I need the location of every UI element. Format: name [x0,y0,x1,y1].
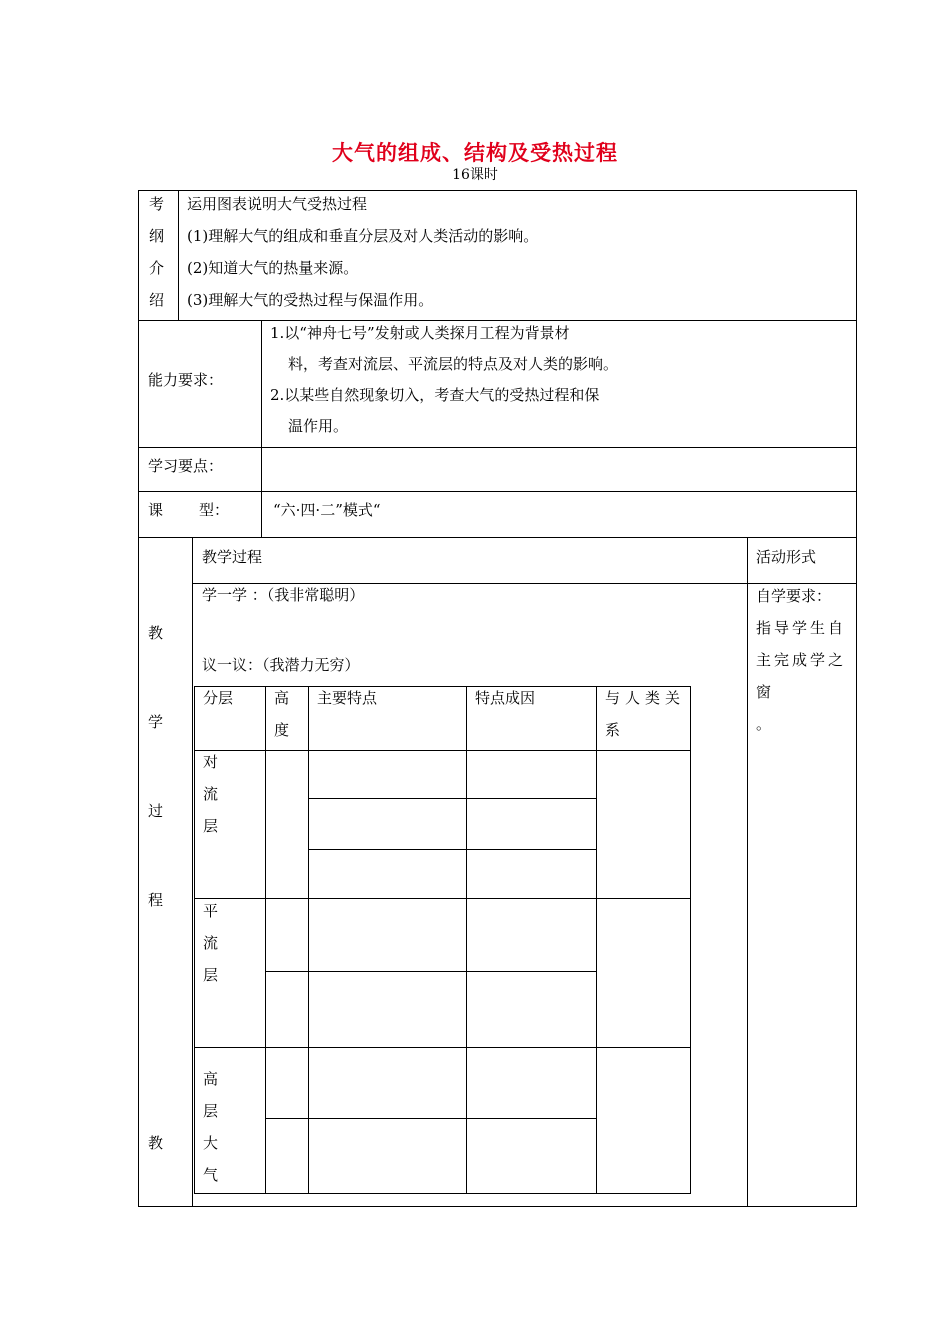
layer-3-char-3: 大 [203,1134,219,1152]
kaogang-label-4: 绍 [149,291,165,309]
process-side-1: 教 [148,624,164,642]
kaogang-line-3: (2)知道大气的热量来源。 [187,259,359,277]
activity-line-4: 窗 [756,683,772,701]
activity-line-2: 指导学生自 [756,619,847,637]
nengli-line-2: 料，考查对流层、平流层的特点及对人类的影响。 [288,355,619,373]
page-title: 大气的组成、结构及受热过程 [332,140,618,165]
layer-2-char-3: 层 [203,966,219,984]
process-header-left: 教学过程 [202,548,263,566]
xuexi-label: 学习要点： [148,457,224,475]
kaogang-line-1: 运用图表说明大气受热过程 [187,195,368,213]
inner-header-relation-b: 系 [605,721,621,739]
inner-header-feature: 主要特点 [317,689,378,707]
kaogang-label-1: 考 [149,195,165,213]
kexing-label-b: 型： [199,501,230,519]
layer-2-char-1: 平 [203,902,219,920]
process-side-4: 程 [148,891,164,909]
nengli-line-1: 1.以“神舟七号”发射或人类探月工程为背景材 [270,324,570,342]
nengli-line-3: 2.以某些自然现象切入，考查大气的受热过程和保 [270,386,600,404]
kexing-label-a: 课 [148,501,164,519]
layer-1-char-2: 流 [203,785,219,803]
activity-line-5: 。 [756,715,772,733]
layer-1-char-3: 层 [203,817,219,835]
kaogang-line-2: (1)理解大气的组成和垂直分层及对人类活动的影响。 [187,227,539,245]
layer-3-char-4: 气 [203,1166,219,1184]
page-subtitle: 16课时 [452,167,498,183]
kaogang-label-3: 介 [149,259,165,277]
activity-line-1: 自学要求： [756,587,832,605]
nengli-label: 能力要求： [148,371,224,389]
kexing-value: “六·四·二”模式“ [273,501,381,519]
process-header-right: 活动形式 [756,548,817,566]
kaogang-line-4: (3)理解大气的受热过程与保温作用。 [187,291,434,309]
yi-yi-yi: 议一议：（我潜力无穷） [202,656,360,674]
nengli-line-4: 温作用。 [288,417,349,435]
process-side-5: 教 [148,1134,164,1152]
inner-header-height-a: 高 [274,689,290,707]
process-side-3: 过 [148,802,164,820]
inner-header-layer: 分层 [203,689,234,707]
inner-header-height-b: 度 [274,721,290,739]
layer-3-char-1: 高 [203,1070,219,1088]
layer-1-char-1: 对 [203,753,219,771]
xue-yi-xue: 学一学 ：（我非常聪明） [202,586,365,604]
inner-header-cause: 特点成因 [475,689,536,707]
inner-header-relation-a: 与人类关 [605,689,686,707]
layer-3-char-2: 层 [203,1102,219,1120]
kaogang-label-2: 纲 [149,227,165,245]
process-side-2: 学 [148,713,164,731]
layer-2-char-2: 流 [203,934,219,952]
activity-line-3: 主完成学之 [756,651,847,669]
